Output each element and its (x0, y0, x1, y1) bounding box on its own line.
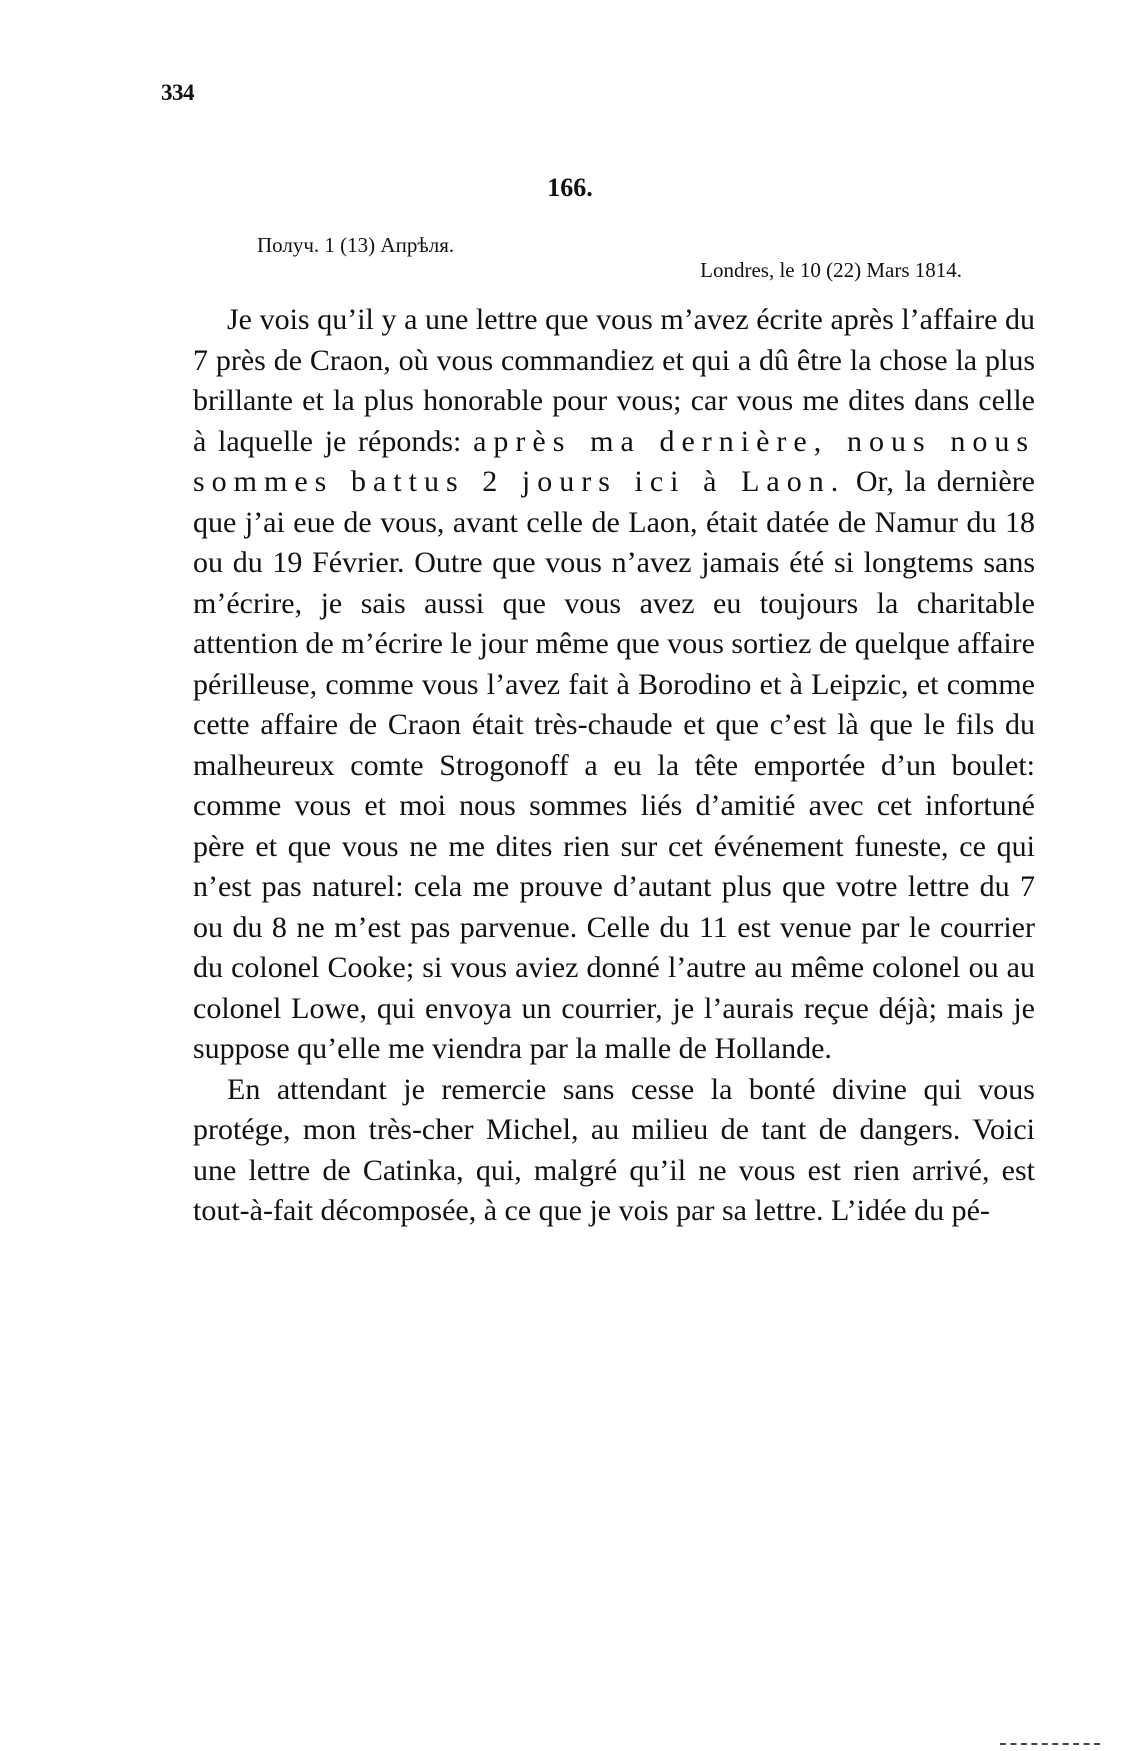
scan-edge-mark (1000, 1743, 1100, 1745)
paragraph-1-part-a: Je vois qu’il y a une lettre que vous m’avez écrite après l’affaire du 7 près de Craon, où vous commandiez et qui a dû être la chose la plus brillante et la plus honorable pour vous; car vous me dites dans celle à laquelle je réponds: (193, 303, 1035, 458)
paragraph-2: En attendant je remercie sans cesse la bonté divine qui vous protége, mon très-cher Michel, au milieu de tant de dangers. Voici une lettre de Catinka, qui, malgré qu’il ne vous est rien arrivé, est tout-à-fait décomposée, à ce que je vois par sa lettre. L’idée du pé- (193, 1072, 1035, 1227)
letter-body (193, 300, 1035, 1232)
received-note: Получ. 1 (13) Апрѣля. (257, 233, 455, 257)
letter-number: 166. (547, 173, 593, 202)
paragraph-1-part-b: Or, la dernière que j’ai eue de vous, avant celle de Laon, était datée de Namur du 18 ou du 19 Février. Outre que vous n’avez jamais été si longtems sans m’écrire, je sais aussi que vous avez eu toujours la charitable attention de m’écrire le jour même que vous sortiez de quelque affaire périlleuse, comme vous l’avez fait à Borodino et à Leipzic, et comme cette affaire de Craon était très-chaude et que c’est là que le fils du malheureux comte Strogonoff a eu la tête emportée d’un boulet: comme vous et moi nous sommes liés d’amitié avec cet infortuné père et que vous ne me dites rien sur cet événement funeste, ce qui n’est pas naturel: cela me prouve d’autant plus que votre lettre du 7 ou du 8 ne m’est pas parvenue. Celle du 11 est venue par le courrier du colonel Cooke; si vous aviez donné l’autre au même colonel ou au colonel Lowe, qui envoya un courrier, je l’aurais reçue déjà; mais je suppose qu’elle me viendra par la malle de Hollande. (193, 465, 1035, 1065)
page-number: 334 (161, 80, 194, 105)
quoted-passage: après ma dernière, nous nous sommes battus 2 jours ici à Laon. (193, 424, 1036, 498)
dateline: Londres, le 10 (22) Mars 1814. (700, 258, 962, 282)
paragraph-1 (193, 300, 1035, 1070)
